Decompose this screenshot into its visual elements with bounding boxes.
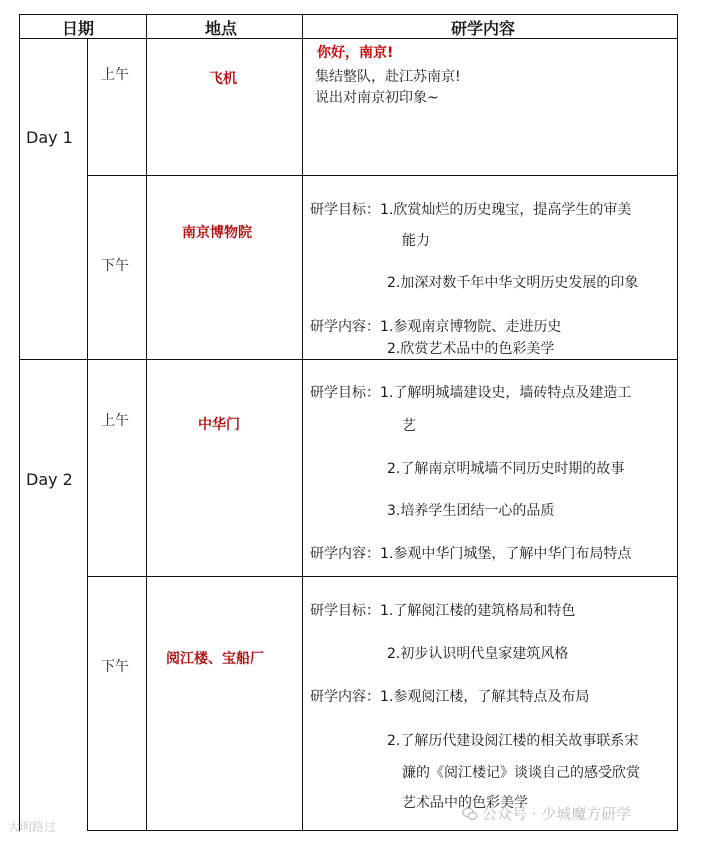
day2-afternoon-line: 研学目标：1.了解阅江楼的建筑格局和特色	[310, 603, 576, 619]
day2-morning-line: 艺	[402, 418, 416, 434]
day1-afternoon-line: 2.欣赏艺术品中的色彩美学	[387, 341, 555, 357]
day2-morning-place: 中华门	[198, 417, 240, 433]
watermark-left-text: 大明路过	[8, 820, 57, 834]
table-border-bottom	[87, 830, 678, 831]
day1-afternoon-line: 研学内容：1.参观南京博物院、走进历史	[310, 319, 562, 335]
day-time-divider	[87, 38, 88, 831]
table-border-top	[19, 14, 678, 15]
day2-afternoon-place: 阅江楼、宝船厂	[166, 651, 264, 667]
day1-morning-line: 集结整队，赴江苏南京!	[315, 69, 461, 85]
day1-morning-line: 说出对南京初印象~	[315, 90, 439, 106]
watermark-right	[462, 803, 631, 824]
table-border-left	[19, 14, 20, 831]
table-border-right	[677, 14, 678, 831]
place-content-divider	[302, 14, 303, 831]
day1-afternoon-line: 研学目标：1.欣赏灿烂的历史瑰宝，提高学生的审美	[310, 202, 632, 218]
day2-afternoon-line: 研学内容：1.参观阅江楼，了解其特点及布局	[310, 689, 590, 705]
day1-label: Day 1	[26, 128, 73, 147]
watermark-right-text: 公众号 · 少城魔方研学	[482, 805, 632, 823]
day1-afternoon-label: 下午	[101, 258, 129, 274]
day1-afternoon-line: 2.加深对数千年中华文明历史发展的印象	[387, 275, 639, 291]
header-date: 日期	[62, 19, 95, 38]
watermark-left	[8, 818, 56, 835]
day2-slot-divider	[87, 576, 678, 577]
day2-morning-line: 2.了解南京明城墙不同历史时期的故事	[387, 461, 625, 477]
time-place-divider	[146, 14, 147, 831]
day2-morning-line: 研学内容：1.参观中华门城堡，了解中华门布局特点	[310, 546, 632, 562]
day2-afternoon-line: 濂的《阅江楼记》谈谈自己的感受欣赏	[402, 765, 640, 781]
day-divider	[19, 359, 678, 360]
day2-afternoon-line: 2.初步认识明代皇家建筑风格	[387, 646, 569, 662]
day2-label: Day 2	[26, 470, 73, 489]
day2-afternoon-line: 2.了解历代建设阅江楼的相关故事联系宋	[387, 733, 639, 749]
day2-morning-line: 3.培养学生团结一心的品质	[387, 503, 555, 519]
day1-morning-place: 飞机	[209, 71, 237, 87]
wechat-icon	[462, 806, 478, 822]
header-divider	[19, 38, 678, 39]
day2-afternoon-label: 下午	[101, 659, 129, 675]
day1-morning-greeting: 你好，南京!	[317, 45, 394, 61]
day1-afternoon-place: 南京博物院	[182, 225, 252, 241]
day2-afternoon-line: 艺术品中的色彩美学	[402, 795, 528, 811]
day1-morning-label: 上午	[101, 67, 129, 83]
day2-morning-label: 上午	[101, 413, 129, 429]
day2-morning-line: 研学目标：1.了解明城墙建设史，墙砖特点及建造工	[310, 385, 632, 401]
day1-slot-divider	[87, 175, 678, 176]
day1-afternoon-line: 能力	[402, 233, 430, 249]
header-content: 研学内容	[451, 19, 516, 38]
header-place: 地点	[205, 19, 238, 38]
